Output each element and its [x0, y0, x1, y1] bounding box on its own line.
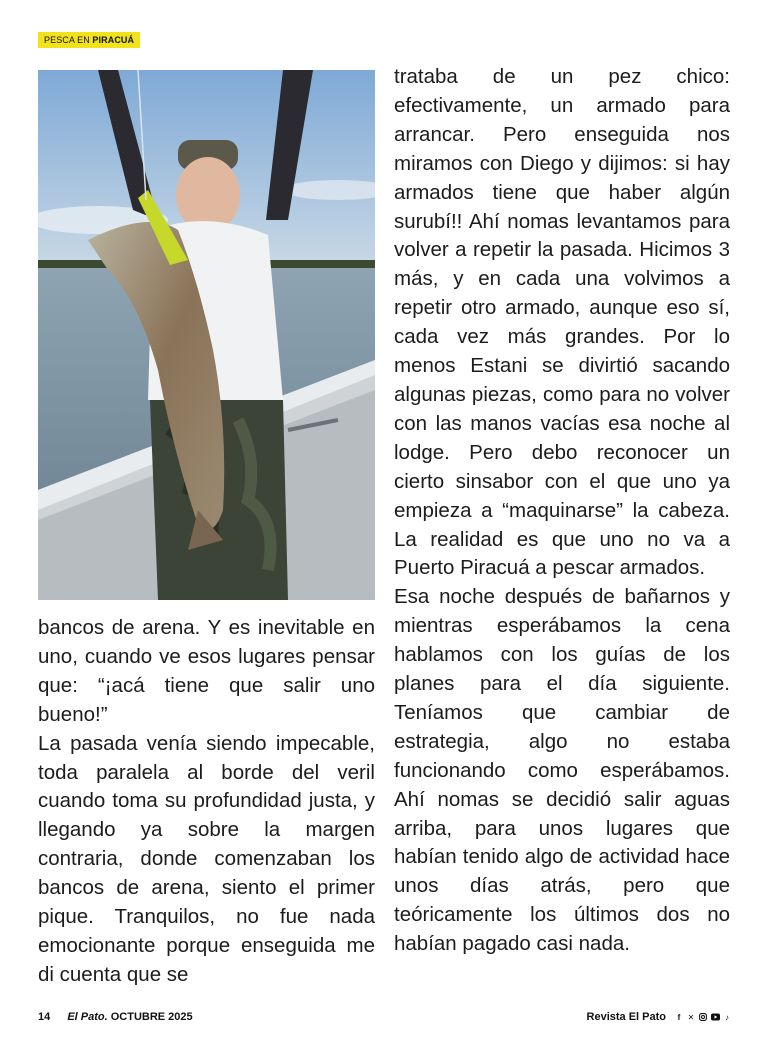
paragraph: Esa noche después de bañarnos y mientras esperábamos la cena hablamos con los guías de los planes para el día siguiente. Teníamos que cambiar de estrategia, algo no estaba funcionando como esperábamos. Ahí nomas se decidió salir aguas arriba, para unos lugares que habían tenido algo de actividad hace unos días atrás, pero que teóricamente los últimos dos no habían pagado casi nada.: [394, 585, 730, 956]
issue-date: OCTUBRE 2025: [110, 1011, 193, 1023]
article-column-right: [394, 63, 730, 959]
section-place: PIRACUÁ: [92, 35, 135, 45]
section-prefix: PESCA EN: [44, 35, 93, 45]
paragraph: bancos de arena. Y es inevitable en uno, cuando ve esos lugares pensar que: “¡acá tiene que salir uno bueno!”: [38, 616, 375, 726]
brand-name: Revista El Pato: [586, 1011, 666, 1023]
section-tag: [38, 32, 140, 48]
magazine-logo: El Pato.: [67, 1011, 108, 1023]
page-number: 14: [38, 1011, 51, 1023]
x-icon[interactable]: ✕: [687, 1012, 695, 1022]
paragraph: trataba de un pez chico: efectivamente, un armado para arrancar. Pero enseguida nos miramos con Diego y dijimos: si hay armados tiene que haber algún surubí!! Ahí nomas levantamos para volver a repetir la pasada. Hicimos 3 más, y en cada una volvimos a repetir otro armado, aunque eso sí, cada vez más grandes. Por lo menos Estani se divirtió sacando algunas piezas, como para no volver con las manos vacías esa noche al lodge. Pero debo reconocer un cierto sinsabor con el que uno ya empieza a “maquinarse” la cabeza. La realidad es que uno no va a Puerto Piracuá a pescar armados.: [394, 65, 730, 580]
footer-left: [38, 1010, 193, 1024]
paragraph: La pasada venía siendo impecable, toda paralela al borde del veril cuando toma su profundidad justa, y llegando ya sobre la margen contraria, donde comenzaban los bancos de arena, siento el primer pique. Tranquilos, no fue nada emocionante porque enseguida me di cuenta que se: [38, 731, 375, 986]
youtube-icon[interactable]: [711, 1013, 719, 1022]
photo-boy-with-fish: [38, 70, 375, 600]
tiktok-icon[interactable]: ♪: [725, 1012, 729, 1022]
facebook-icon[interactable]: f: [677, 1012, 681, 1022]
instagram-icon[interactable]: [699, 1013, 707, 1022]
footer-right: [587, 1010, 731, 1024]
article-photo: [38, 70, 375, 600]
article-column-left: [38, 614, 375, 990]
